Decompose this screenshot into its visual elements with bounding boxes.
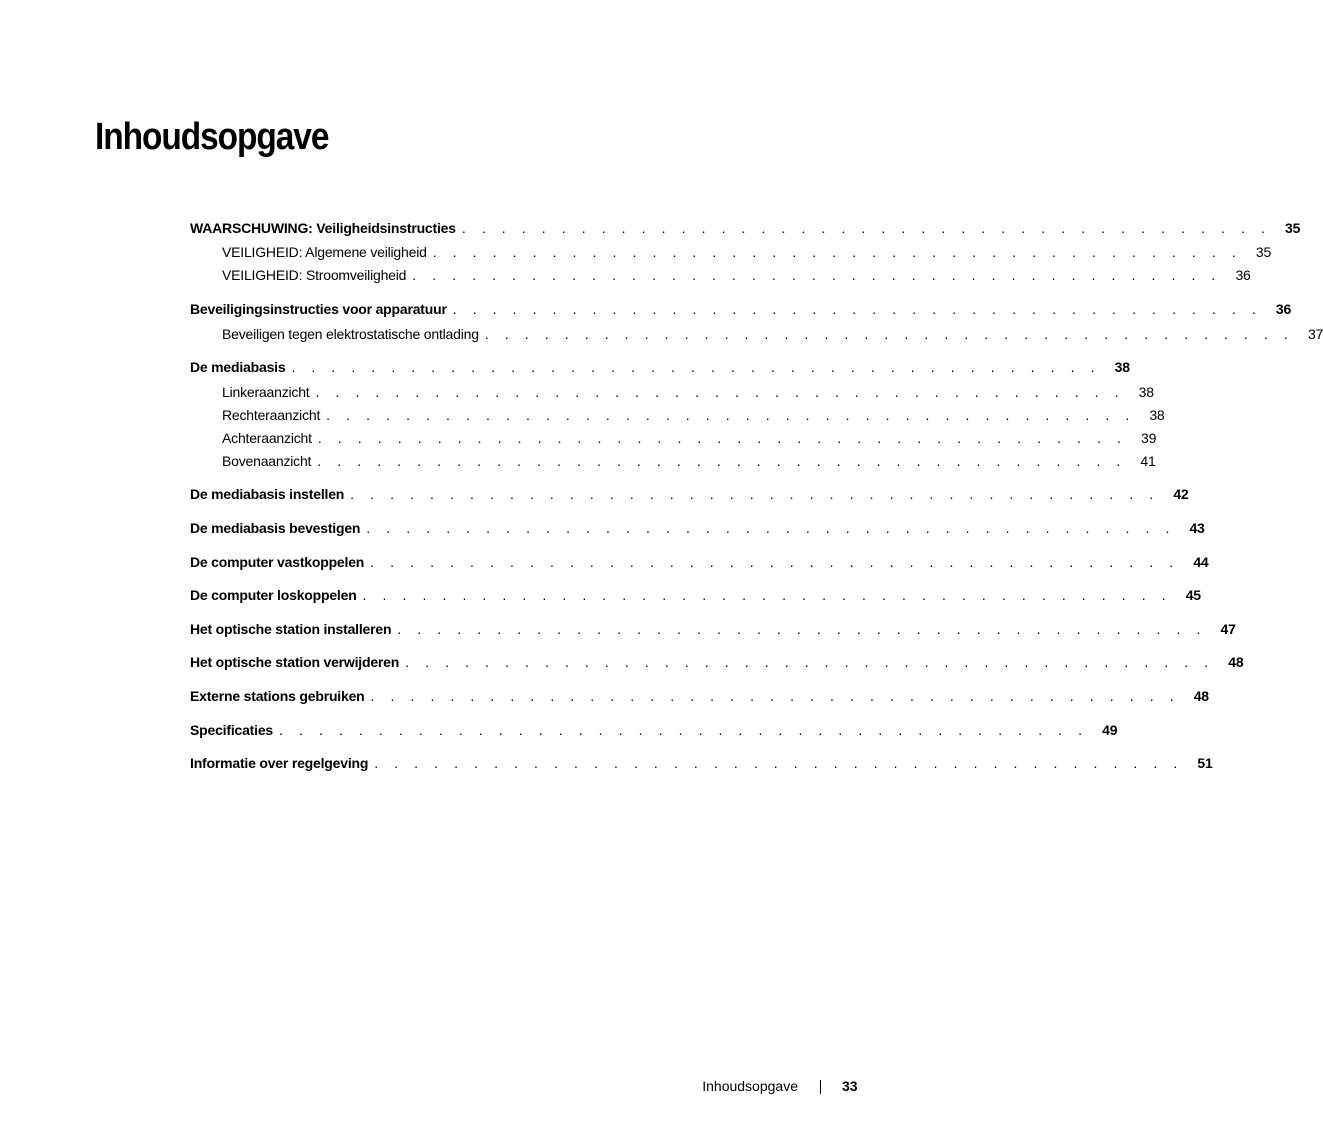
toc-entry[interactable] — [190, 720, 1118, 740]
toc-entry[interactable] — [190, 686, 1209, 706]
toc-entry-label: VEILIGHEID: Algemene veiligheid — [222, 244, 427, 260]
toc-entry-label: De mediabasis — [190, 359, 286, 375]
toc-entry[interactable] — [190, 652, 1244, 672]
toc-entry-page: 41 — [1140, 453, 1156, 469]
dot-leader: . . . . . . . . . . . . . . . . . . . . . . . . . . . . . . . . . . . . . . . . . — [350, 486, 1160, 502]
dot-leader: . . . . . . . . . . . . . . . . . . . . . . . . . . . . . . . . . . . . . . . . . — [366, 520, 1176, 536]
page-title: Inhoudsopgave — [95, 116, 329, 158]
toc-entry[interactable] — [190, 218, 1301, 238]
toc-entry[interactable] — [190, 585, 1201, 605]
toc-entry-label: Bovenaanzicht — [222, 453, 312, 469]
footer-page-number: 33 — [842, 1078, 858, 1094]
dot-leader: . . . . . . . . . . . . . . . . . . . . . . . . . . . . . . . . . . . . . . . . . — [374, 755, 1184, 771]
toc-entry-page: 36 — [1235, 267, 1251, 283]
toc-entry[interactable] — [222, 324, 1323, 344]
dot-leader: . . . . . . . . . . . . . . . . . . . . . . . . . . . . . . . . . . . . . . . . . — [315, 384, 1125, 400]
toc-entry-label: De mediabasis instellen — [190, 486, 345, 502]
toc-entry-page: 38 — [1138, 384, 1154, 400]
toc-entry-label: WAARSCHUWING: Veiligheidsinstructies — [190, 220, 456, 236]
toc-entry-label: Informatie over regelgeving — [190, 755, 369, 771]
dot-leader: . . . . . . . . . . . . . . . . . . . . . . . . . . . . . . . . . . . . . . . . . — [452, 301, 1262, 317]
toc-entry[interactable] — [190, 484, 1189, 504]
dot-leader: . . . . . . . . . . . . . . . . . . . . . . . . . . . . . . . . . . . . . . . . . — [362, 587, 1172, 603]
dot-leader: . . . . . . . . . . . . . . . . . . . . . . . . . . . . . . . . . . . . . . . . . — [291, 359, 1101, 375]
toc-entry[interactable] — [190, 753, 1213, 773]
toc-entry-page: 35 — [1285, 220, 1301, 236]
toc-entry-page: 43 — [1189, 520, 1205, 536]
dot-leader: . . . . . . . . . . . . . . . . . . . . . . . . . . . . . . . . . . . . . . . . . — [432, 244, 1242, 260]
dot-leader: . . . . . . . . . . . . . . . . . . . . . . . . . . . . . . . . . . . . . . . . . — [484, 326, 1294, 342]
toc-entry-label: VEILIGHEID: Stroomveiligheid — [222, 267, 407, 283]
page-footer — [0, 1076, 954, 1096]
toc-entry[interactable] — [222, 382, 1154, 402]
dot-leader: . . . . . . . . . . . . . . . . . . . . . . . . . . . . . . . . . . . . . . . . . — [397, 621, 1207, 637]
dot-leader: . . . . . . . . . . . . . . . . . . . . . . . . . . . . . . . . . . . . . . . . . — [412, 267, 1222, 283]
toc-entry-label: Specificaties — [190, 722, 273, 738]
toc-entry[interactable] — [222, 428, 1157, 448]
toc-entry-label: Rechteraanzicht — [222, 407, 321, 423]
toc-entry-page: 39 — [1140, 430, 1157, 446]
toc-entry[interactable] — [222, 451, 1156, 471]
toc-entry-label: Linkeraanzicht — [222, 384, 310, 400]
toc-entry-page: 38 — [1149, 407, 1165, 423]
footer-divider — [820, 1080, 821, 1094]
toc-entry-label: Beveiligen tegen elektrostatische ontlading — [222, 326, 479, 342]
toc-entry-page: 44 — [1193, 554, 1209, 570]
dot-leader: . . . . . . . . . . . . . . . . . . . . . . . . . . . . . . . . . . . . . . . . . — [370, 688, 1180, 704]
toc-entry-page: 51 — [1197, 755, 1213, 771]
toc-entry-page: 42 — [1173, 486, 1189, 502]
toc-entry[interactable] — [190, 357, 1130, 377]
toc-entry[interactable] — [222, 242, 1272, 262]
dot-leader: . . . . . . . . . . . . . . . . . . . . . . . . . . . . . . . . . . . . . . . . . — [279, 722, 1089, 738]
toc-entry-page: 48 — [1228, 654, 1244, 670]
toc-entry[interactable] — [190, 299, 1292, 319]
toc-entry-page: 49 — [1102, 722, 1118, 738]
toc-entry-page: 35 — [1255, 244, 1272, 260]
toc-entry-page: 36 — [1275, 301, 1292, 317]
toc-entry[interactable] — [222, 265, 1251, 285]
toc-entry-label: Het optische station installeren — [190, 621, 392, 637]
footer-section-label: Inhoudsopgave — [702, 1078, 798, 1094]
toc-entry-page: 47 — [1220, 621, 1236, 637]
toc-entry-label: Het optische station verwijderen — [190, 654, 400, 670]
toc-entry[interactable] — [190, 619, 1236, 639]
toc-entry-label: De mediabasis bevestigen — [190, 520, 361, 536]
dot-leader: . . . . . . . . . . . . . . . . . . . . . . . . . . . . . . . . . . . . . . . . . — [326, 407, 1136, 423]
dot-leader: . . . . . . . . . . . . . . . . . . . . . . . . . . . . . . . . . . . . . . . . . — [370, 554, 1180, 570]
toc-entry-page: 48 — [1193, 688, 1209, 704]
toc-entry-label: Achteraanzicht — [222, 430, 312, 446]
toc-entry-page: 37 — [1307, 326, 1323, 342]
toc-entry-label: Externe stations gebruiken — [190, 688, 365, 704]
toc-entry-label: Beveiligingsinstructies voor apparatuur — [190, 301, 447, 317]
dot-leader: . . . . . . . . . . . . . . . . . . . . . . . . . . . . . . . . . . . . . . . . . — [461, 220, 1272, 236]
toc-entry[interactable] — [190, 518, 1205, 538]
toc-entry-page: 38 — [1114, 359, 1130, 375]
toc-entry-page: 45 — [1185, 587, 1201, 603]
dot-leader: . . . . . . . . . . . . . . . . . . . . . . . . . . . . . . . . . . . . . . . . . — [317, 430, 1127, 446]
toc-entry[interactable] — [222, 405, 1165, 425]
dot-leader: . . . . . . . . . . . . . . . . . . . . . . . . . . . . . . . . . . . . . . . . . — [405, 654, 1215, 670]
toc-entry-label: De computer loskoppelen — [190, 587, 357, 603]
toc-entry[interactable] — [190, 552, 1209, 572]
toc-entry-label: De computer vastkoppelen — [190, 554, 365, 570]
dot-leader: . . . . . . . . . . . . . . . . . . . . . . . . . . . . . . . . . . . . . . . . . — [317, 453, 1127, 469]
